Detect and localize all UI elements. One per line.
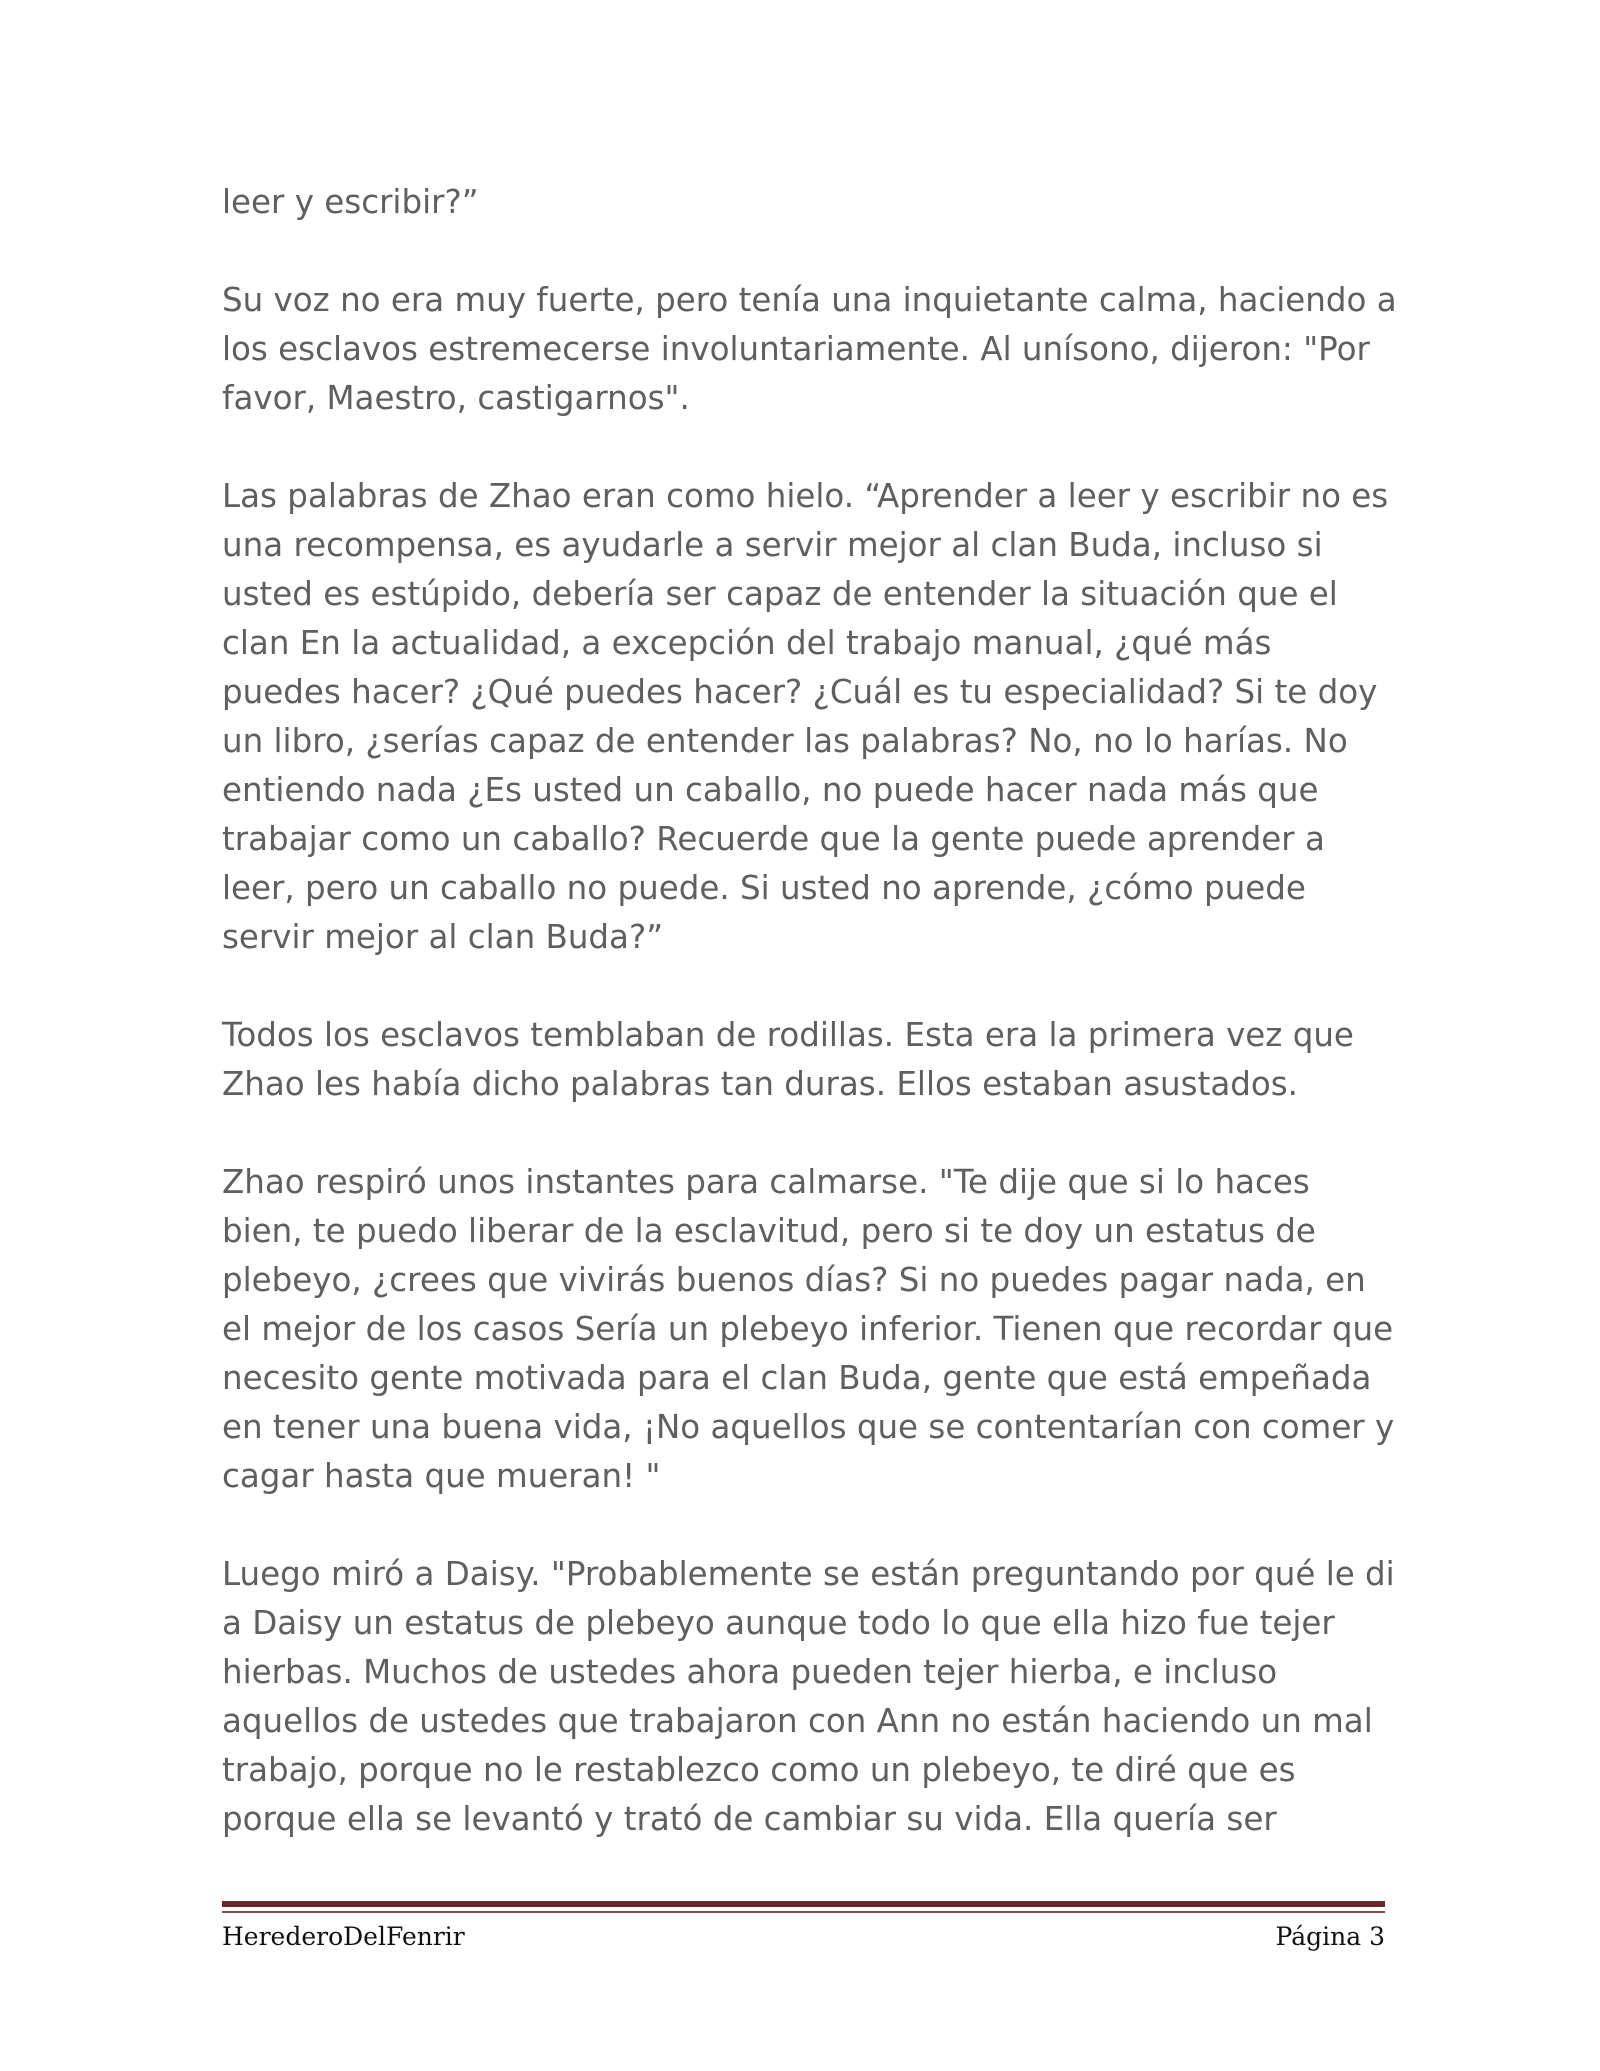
page-footer (222, 1915, 1385, 1959)
footer-author: HerederoDelFenrir (222, 1922, 465, 1951)
paragraph: leer y escribir?” (222, 183, 479, 221)
footer-rule-thick (222, 1901, 1385, 1907)
paragraph: Zhao respiró unos instantes para calmarse. "Te dije que si lo haces bien, te puedo liberar de la esclavitud, pero si te doy un estatus de plebeyo, ¿crees que vivirás buenos días? Si no puedes pagar nada, en el mejor de los casos Sería un plebeyo inferior. Tienen que recordar que necesito gente motivada para el clan Buda, gente que está empeñada en tener una buena vida, ¡No aquellos que se contentarían con comer y cagar hasta que mueran! " (222, 1163, 1395, 1495)
footer-rule-thin (222, 1911, 1385, 1913)
paragraph: Su voz no era muy fuerte, pero tenía una inquietante calma, haciendo a los esclavos estremecerse involuntariamente. Al unísono, dijeron: "Por favor, Maestro, castigarnos". (222, 281, 1397, 417)
footer-page-number: Página 3 (1275, 1922, 1385, 1951)
paragraph: Las palabras de Zhao eran como hielo. “Aprender a leer y escribir no es una recompensa, es ayudarle a servir mejor al clan Buda, incluso si usted es estúpido, debería ser capaz de entender la situación que el clan En la actualidad, a excepción del trabajo manual, ¿qué más puedes hacer? ¿Qué puedes hacer? ¿Cuál es tu especialidad? Si te doy un libro, ¿serías capaz de entender las palabras? No, no lo harías. No entiendo nada ¿Es usted un caballo, no puede hacer nada más que trabajar como un caballo? Recuerde que la gente puede aprender a leer, pero un caballo no puede. Si usted no aprende, ¿cómo puede servir mejor al clan Buda?” (222, 477, 1389, 956)
paragraph: Luego miró a Daisy. "Probablemente se están preguntando por qué le di a Daisy un estatus de plebeyo aunque todo lo que ella hizo fue tejer hierbas. Muchos de ustedes ahora pueden tejer hierba, e incluso aquellos de ustedes que trabajaron con Ann no están haciendo un mal trabajo, porque no le restablezco como un plebeyo, te diré que es porque ella se levantó y trató de cambiar su vida. Ella quería ser (222, 1555, 1395, 1838)
body-text (222, 178, 1397, 1844)
paragraph: Todos los esclavos temblaban de rodillas. Esta era la primera vez que Zhao les había dicho palabras tan duras. Ellos estaban asustados. (222, 1016, 1354, 1103)
